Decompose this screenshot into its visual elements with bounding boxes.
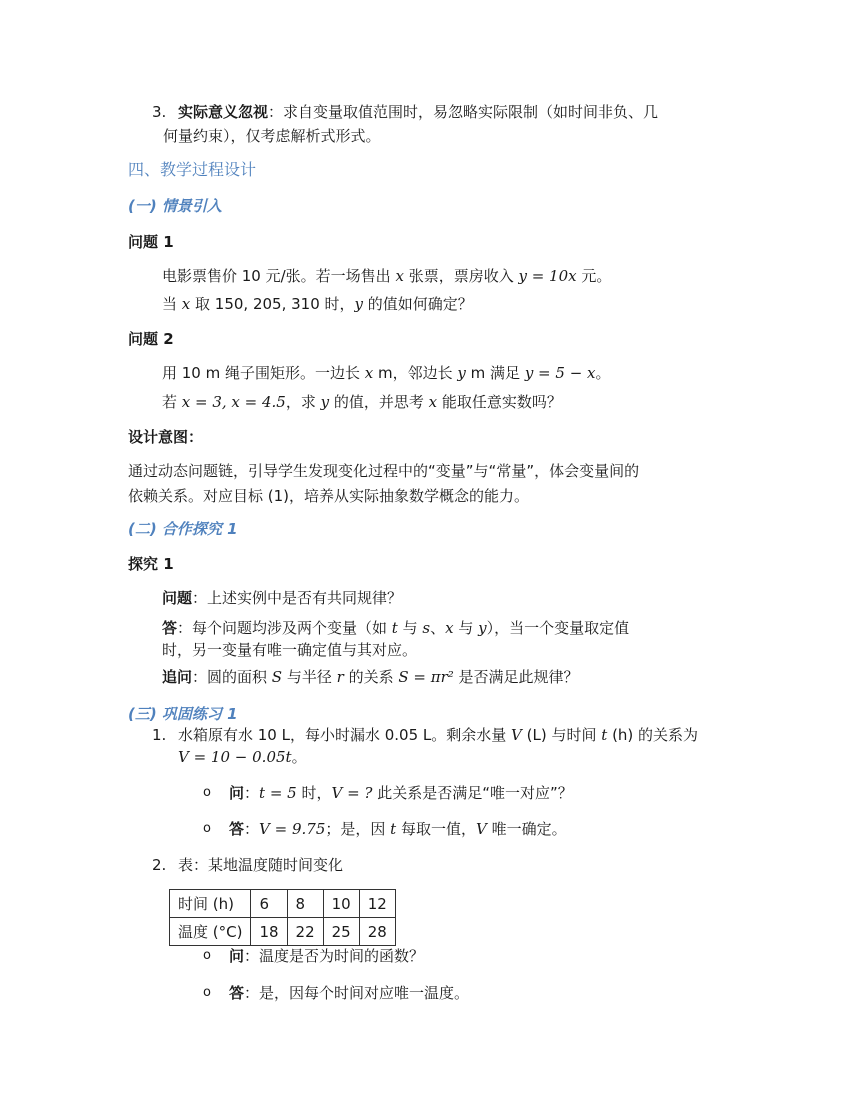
temperature-table	[169, 889, 396, 946]
item3-line1: 实际意义忽视：求自变量取值范围时，易忽略实际限制（如时间非负、几	[178, 103, 659, 121]
table-cell: 12	[359, 890, 395, 918]
bullet-icon: o	[203, 785, 211, 800]
explore-answer-line2: 时，另一变量有唯一确定值与其对应。	[162, 641, 418, 659]
table-cell: 温度 (°C)	[170, 918, 251, 946]
design-intent-line1: 通过动态问题链，引导学生发现变化过程中的“变量”与“常量”，体会变量间的	[128, 462, 640, 480]
table-row	[170, 890, 396, 918]
exercise-1-number: 1.	[152, 726, 167, 744]
question-2-line1: 用 10 m 绳子围矩形。一边长 x m，邻边长 y m 满足 y = 5 − x。	[162, 364, 611, 382]
subsection-heading-2: (二) 合作探究 1	[128, 520, 238, 538]
subsection-heading-1: (一) 情景引入	[128, 197, 222, 215]
exercise-1-answer: 答：V = 9.75；是，因 t 每取一值，V 唯一确定。	[229, 820, 567, 838]
table-cell: 8	[287, 890, 323, 918]
bullet-icon: o	[203, 821, 211, 836]
table-cell: 18	[251, 918, 287, 946]
table-cell: 6	[251, 890, 287, 918]
exercise-2-number: 2.	[152, 856, 167, 874]
section-heading: 四、教学过程设计	[128, 160, 257, 179]
explore-followup: 追问：圆的面积 S 与半径 r 的关系 S = πr² 是否满足此规律？	[162, 668, 579, 686]
bullet-icon: o	[203, 985, 211, 1000]
exercise-2-title: 表：某地温度随时间变化	[178, 856, 344, 874]
table-cell: 25	[323, 918, 359, 946]
exercise-1-line1: 水箱原有水 10 L，每小时漏水 0.05 L。剩余水量 V (L) 与时间 t (h) 的关系为	[178, 726, 699, 744]
question-2-line2: 若 x = 3, x = 4.5，求 y 的值，并思考 x 能取任意实数吗？	[162, 393, 562, 411]
table-cell: 28	[359, 918, 395, 946]
exercise-1-question: 问：t = 5 时，V = ? 此关系是否满足“唯一对应”？	[229, 784, 573, 802]
exercise-2-question: 问：温度是否为时间的函数？	[229, 947, 425, 965]
item3-line2: 何量约束），仅考虑解析式形式。	[163, 127, 381, 145]
explore-answer-line1: 答：每个问题均涉及两个变量（如 t 与 s、x 与 y），当一个变量取定值	[162, 619, 630, 637]
table-cell: 10	[323, 890, 359, 918]
exercise-2-answer: 答：是，因每个时间对应唯一温度。	[229, 984, 470, 1002]
table-cell: 时间 (h)	[170, 890, 251, 918]
subsection-heading-3: (三) 巩固练习 1	[128, 705, 238, 723]
design-intent-label: 设计意图：	[128, 428, 204, 446]
table-row	[170, 918, 396, 946]
question-1-line2: 当 x 取 150, 205, 310 时，y 的值如何确定？	[162, 295, 473, 313]
table-cell: 22	[287, 918, 323, 946]
item3-term: 实际意义忽视	[178, 103, 269, 121]
design-intent-line2: 依赖关系。对应目标 (1)，培养从实际抽象数学概念的能力。	[128, 487, 530, 505]
bullet-icon: o	[203, 948, 211, 963]
explore-1-label: 探究 1	[128, 555, 174, 573]
exercise-1-line2: V = 10 − 0.05t。	[178, 748, 307, 766]
question-1-label: 问题 1	[128, 233, 174, 251]
question-2-label: 问题 2	[128, 330, 174, 348]
question-1-line1: 电影票售价 10 元/张。若一场售出 x 张票，票房收入 y = 10x 元。	[162, 267, 612, 285]
list-number-3: 3.	[152, 103, 167, 121]
explore-question: 问题：上述实例中是否有共同规律？	[162, 589, 403, 607]
